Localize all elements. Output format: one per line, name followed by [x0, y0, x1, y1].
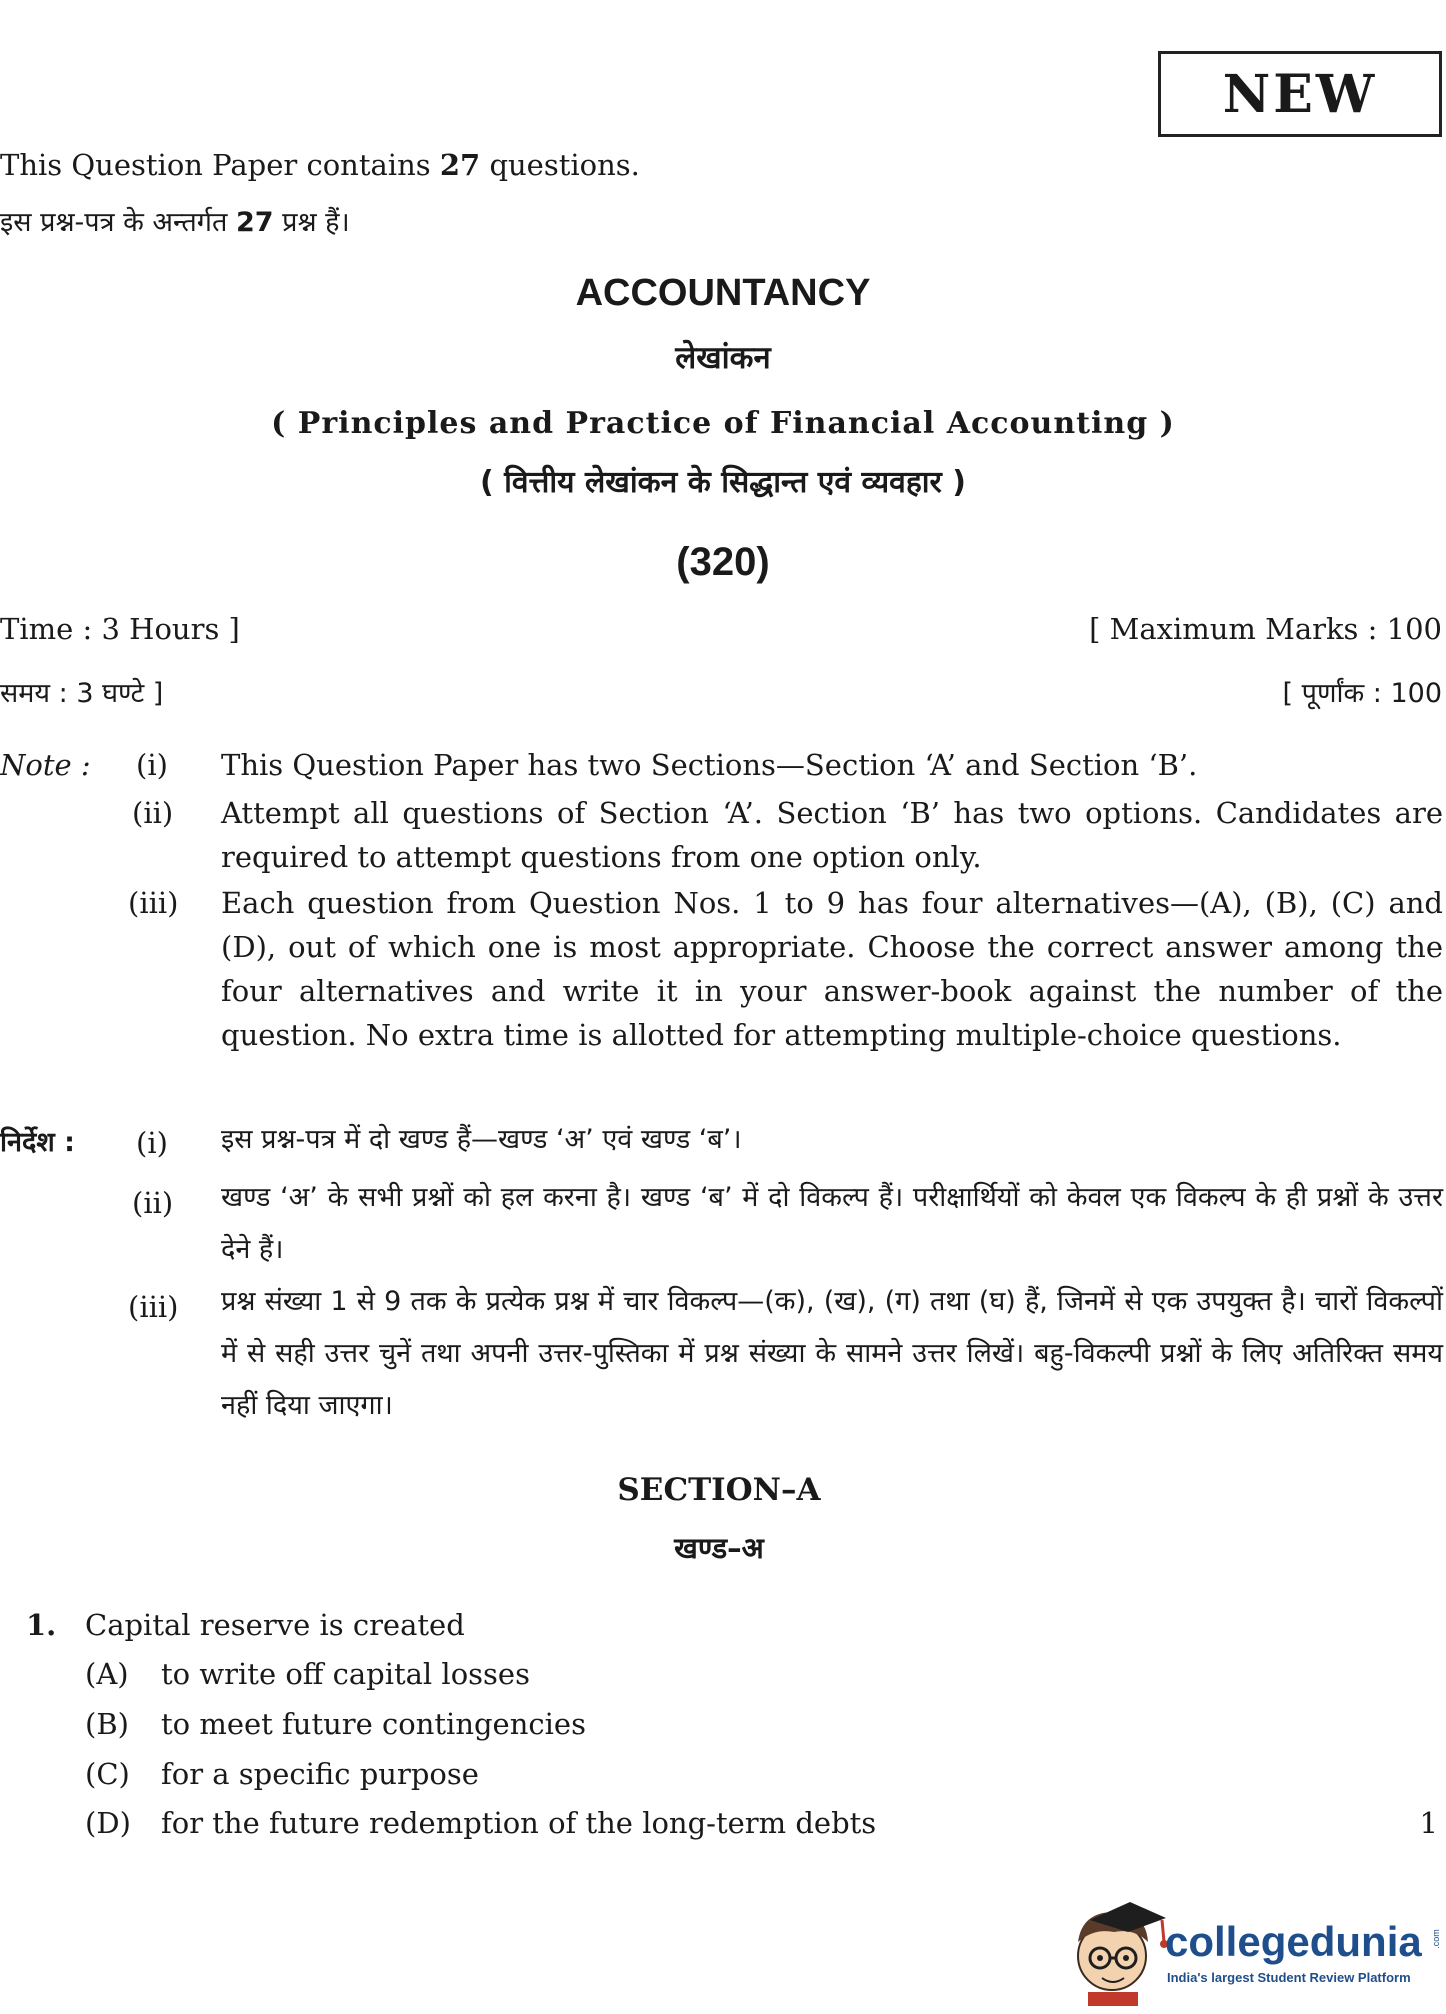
intro-hi-suffix: प्रश्न हैं।: [282, 207, 350, 238]
note-en-iii-num: (iii): [128, 886, 179, 920]
new-badge-text: NEW: [1222, 63, 1378, 125]
note-en-ii: Attempt all questions of Section ‘A’. Section ‘B’ has two options. Candidates are required to attempt questions from one option only.: [221, 796, 1443, 874]
question-marks: 1: [1419, 1806, 1438, 1840]
marks-en: [ Maximum Marks : 100: [1089, 612, 1442, 646]
section-title-hindi: खण्ड–अ: [674, 1531, 764, 1565]
option-d-label: (D): [85, 1806, 131, 1840]
intro-en-suffix: questions.: [489, 148, 640, 182]
subtitle-hi: ( वित्तीय लेखांकन के सिद्धान्त एवं व्यवहार ): [480, 465, 966, 500]
note-hi-i: इस प्रश्न-पत्र में दो खण्ड हैं—खण्ड ‘अ’ एवं खण्ड ‘ब’।: [221, 1124, 742, 1155]
nirdesh-label: निर्देश :: [0, 1127, 75, 1158]
paper-code: (320): [676, 540, 770, 584]
logo-tagline: India's largest Student Review Platform: [1167, 1970, 1411, 1985]
question-text: Capital reserve is created: [85, 1608, 465, 1642]
note-hi-i-num: (i): [136, 1126, 168, 1160]
note-hi-iii-num: (iii): [128, 1290, 179, 1324]
time-hi: समय : 3 घण्टे ]: [0, 678, 164, 709]
option-c-text: for a specific purpose: [161, 1757, 479, 1791]
option-a-label: (A): [85, 1657, 129, 1691]
intro-en: [0, 148, 640, 182]
section-title: SECTION–A: [617, 1472, 821, 1508]
note-en-iii: Each question from Question Nos. 1 to 9 has four alternatives—(A), (B), (C) and (D), out of which one is most appropriate. Choose the correct answer among the four alternatives and write it in your answer-book against the number of the question. No extra time is allotted for attempting multiple-choice questions.: [221, 886, 1443, 1052]
option-b-text: to meet future contingencies: [161, 1707, 586, 1741]
note-hi-iii: प्रश्न संख्या 1 से 9 तक के प्रत्येक प्रश्न में चार विकल्प—(क), (ख), (ग) तथा (घ) हैं, जिनमें से एक उपयुक्त है। चारों विकल्पों में से सही उत्तर चुनें तथा अपनी उत्तर-पुस्तिका में प्रश्न संख्या के सामने उत्तर लिखें। बहु-विकल्पी प्रश्नों के लिए अतिरिक्त समय नहीं दिया जाएगा।: [221, 1286, 1443, 1421]
option-b-label: (B): [85, 1707, 129, 1741]
marks-hi: [ पूर्णांक : 100: [1282, 678, 1442, 709]
note-hi-ii-num: (ii): [132, 1186, 174, 1220]
intro-hi-count: 27: [235, 207, 274, 238]
intro-en-prefix: This Question Paper contains: [0, 148, 431, 182]
note-en-ii-num: (ii): [132, 796, 174, 830]
note-hi-ii: खण्ड ‘अ’ के सभी प्रश्नों को हल करना है। खण्ड ‘ब’ में दो विकल्प हैं। परीक्षार्थियों को केवल एक विकल्प के ही प्रश्नों के उत्तर देने हैं।: [221, 1182, 1443, 1265]
intro-hi-prefix: इस प्रश्न-पत्र के अन्तर्गत: [0, 207, 228, 238]
note-en-i-num: (i): [136, 748, 168, 782]
subject-title: ACCOUNTANCY: [575, 272, 871, 314]
subtitle-en: ( Principles and Practice of Financial Accounting ): [271, 406, 1175, 441]
new-badge: [1158, 51, 1442, 137]
logo-suffix: .com: [1430, 1929, 1441, 1949]
question-number: 1.: [26, 1608, 57, 1642]
option-d-text: for the future redemption of the long-term debts: [161, 1806, 877, 1840]
intro-en-count: 27: [439, 148, 481, 182]
logo-name: collegedunia: [1165, 1918, 1422, 1965]
option-c-label: (C): [85, 1757, 130, 1791]
time-en: Time : 3 Hours ]: [0, 612, 240, 646]
option-a-text: to write off capital losses: [161, 1657, 530, 1691]
subject-title-hindi: लेखांकन: [675, 340, 771, 376]
intro-hi: [0, 202, 350, 239]
note-label: Note :: [0, 748, 91, 782]
note-en-i: This Question Paper has two Sections—Section ‘A’ and Section ‘B’.: [221, 748, 1198, 782]
